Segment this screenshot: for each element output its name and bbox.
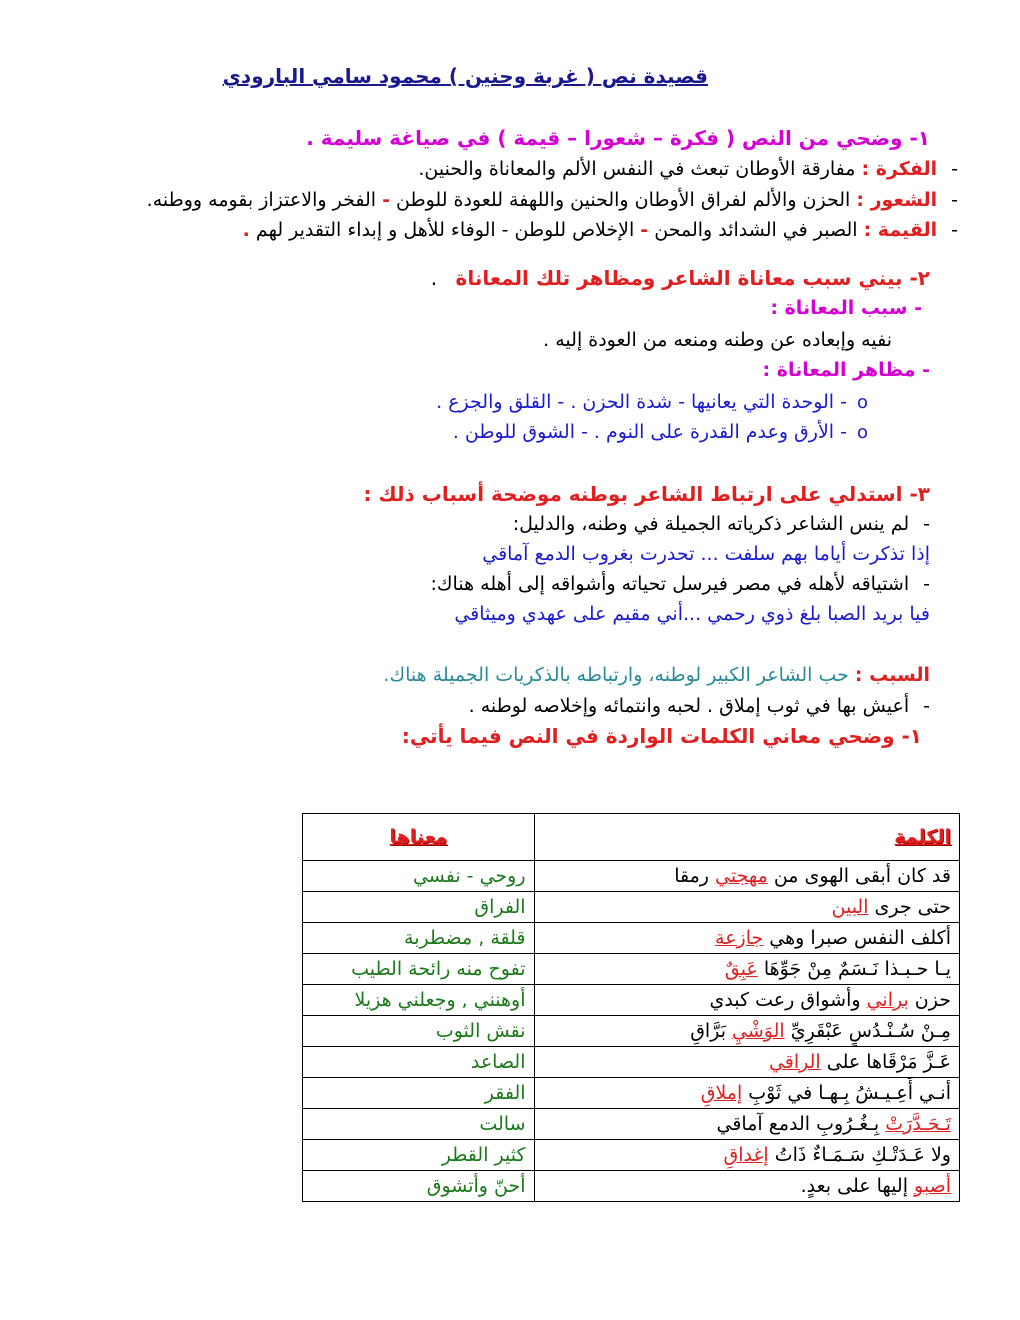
table-row: [303, 1171, 960, 1202]
feeling-text-a: الحزن والألم لفراق الأوطان والحنين واللهفة للعودة للوطن: [396, 189, 851, 211]
word-post: بَرَّاقِ: [690, 1020, 733, 1042]
q2-cause-label: - سبب المعاناة :: [770, 297, 922, 319]
word-pre: حزن: [908, 989, 951, 1011]
word-post: وأشواق رعت كبدي: [709, 989, 867, 1011]
value-sep: -: [640, 219, 649, 241]
circle-bullet-icon: o: [856, 422, 868, 443]
dash-bullet: -: [923, 695, 930, 717]
key-word: أصبو: [914, 1175, 951, 1197]
table-row: [303, 923, 960, 954]
q1-idea-line: [418, 155, 958, 183]
signs-row2-text: - الأرق وعدم القدرة على النوم . - الشوق للوطن .: [452, 421, 847, 443]
word-pre: يـا حـبـذا نَـسَمٌ مِنْ جَوِّهَا: [757, 958, 951, 980]
signs-row1-text: - الوحدة التي يعانيها - شدة الحزن . - القلق والجزع .: [436, 391, 847, 413]
meaning-cell: أحنّ وأتشوق: [303, 1171, 535, 1202]
idea-text: مفارقة الأوطان تبعث في النفس الألم والمعاناة والحنين.: [418, 158, 856, 180]
col-word-header: الكلمة: [534, 814, 959, 861]
q3-reason-line: [383, 661, 930, 689]
word-cell: [534, 892, 959, 923]
word-cell: [534, 1078, 959, 1109]
key-word: إغداقِ: [723, 1144, 769, 1166]
word-post: رمقا: [674, 865, 715, 887]
key-word: الوَشْيِ: [732, 1020, 785, 1042]
meaning-cell: روحي - نفسي: [303, 861, 535, 892]
q1-heading: ١- وضحي من النص ( فكرة – شعورا – قيمة ) في صياغة سليمة .: [306, 126, 930, 150]
q3-heading: ٣- استدلي على ارتباط الشاعر بوطنه موضحة أسباب ذلك :: [363, 482, 930, 506]
q2-signs-row2: [453, 418, 868, 447]
word-cell: [534, 1171, 959, 1202]
point2-text: اشتياقه لأهله في مصر فيرسل تحياته وأشواقه إلى أهله هناك:: [430, 573, 910, 595]
meaning-cell: أوهنني , وجعلني هزيلا: [303, 985, 535, 1016]
meaning-cell: الفقر: [303, 1078, 535, 1109]
key-word: تَـحَـدَّرَتْ: [885, 1113, 951, 1135]
page-title: قصيدة نص ( غربة وحنين ) محمود سامي البارودي: [222, 64, 708, 88]
word-pre: قد كان أبقى الهوى من: [767, 865, 951, 887]
table-row: [303, 1078, 960, 1109]
word-cell: [534, 861, 959, 892]
table-row: [303, 1140, 960, 1171]
word-pre: حتى جرى: [868, 896, 951, 918]
q2-heading-line: [431, 264, 930, 292]
idea-label: الفكرة :: [861, 158, 938, 180]
q2-heading: ٢- بيني سبب معاناة الشاعر ومظاهر تلك المعاناة: [455, 266, 930, 290]
word-pre: مِـنْ سُـنْـدُسٍ عَبْقَرِيِّ: [784, 1020, 951, 1042]
point3-text: أعيش بها في ثوب إملاق . لحبه وانتمائه وإخلاصه لوطنه .: [468, 695, 910, 717]
word-post: إليها على بعدٍ.: [800, 1175, 915, 1197]
table-row: [303, 861, 960, 892]
key-word: إملاقِ: [700, 1082, 743, 1104]
key-word: البين: [831, 896, 869, 918]
q3-point2: [430, 570, 930, 598]
meaning-cell: الصاعد: [303, 1047, 535, 1078]
word-cell: [534, 1047, 959, 1078]
dash-bullet: -: [951, 158, 958, 180]
point1-text: لم ينس الشاعر ذكرياته الجميلة في وطنه، والدليل:: [512, 513, 910, 535]
key-word: مهجتي: [715, 865, 768, 887]
table-row: [303, 1016, 960, 1047]
table-row: [303, 985, 960, 1016]
q3-verse2: فيا بريد الصبا بلغ ذوي رحمي ...أني مقيم على عهدي وميثاقي: [454, 603, 930, 625]
word-cell: [534, 1140, 959, 1171]
q3-point3: [469, 692, 930, 720]
q2-cause-text: نفيه وإبعاده عن وطنه ومنعه من العودة إليه .: [543, 329, 892, 351]
meaning-cell: كثير القطر: [303, 1140, 535, 1171]
meaning-cell: قلقة , مضطربة: [303, 923, 535, 954]
meaning-cell: سالت: [303, 1109, 535, 1140]
reason-label: السبب :: [854, 664, 930, 686]
q3-verse1: إذا تذكرت أياما بهم سلفت ... تحدرت بغروب الدمع آماقي: [482, 543, 930, 565]
value-text-a: الصبر في الشدائد والمحن: [654, 219, 858, 241]
table-row: [303, 1047, 960, 1078]
q3-point1: [513, 510, 930, 538]
word-cell: [534, 954, 959, 985]
word-cell: [534, 985, 959, 1016]
word-pre: ولا عَـدَتْـكِ سَـمَـاءٌ ذَاتُ: [768, 1144, 951, 1166]
key-word: براني: [866, 989, 909, 1011]
meaning-cell: نقش الثوب: [303, 1016, 535, 1047]
meaning-cell: الفراق: [303, 892, 535, 923]
value-label: القيمة :: [863, 219, 938, 241]
q2-heading-end: .: [430, 266, 438, 290]
table-row: [303, 1109, 960, 1140]
word-cell: [534, 923, 959, 954]
col-meaning-header: معناها: [303, 814, 535, 861]
word-cell: [534, 1109, 959, 1140]
table-row: [303, 892, 960, 923]
table-header-row: [303, 814, 960, 861]
dash-bullet: -: [923, 513, 930, 535]
dash-bullet: -: [951, 219, 958, 241]
reason-text: حب الشاعر الكبير لوطنه، وارتباطه بالذكريات الجميلة هناك.: [383, 664, 849, 686]
feeling-text-b: الفخر والاعتزاز بقومه ووطنه.: [146, 189, 377, 211]
dash-bullet: -: [951, 189, 958, 211]
q2-signs-row1: [436, 388, 868, 417]
word-cell: [534, 1016, 959, 1047]
word-pre: أكلف النفس صبرا وهي: [763, 927, 951, 949]
key-word: جازعة: [715, 927, 764, 949]
feeling-sep: -: [382, 189, 390, 211]
value-end: .: [242, 219, 250, 241]
key-word: عَبِقٌ: [724, 958, 758, 980]
table-row: [303, 954, 960, 985]
word-pre: عَـزَّ مَرْقَاها على: [820, 1051, 951, 1073]
q1-value-line: [243, 216, 958, 244]
meaning-cell: تفوح منه رائحة الطيب: [303, 954, 535, 985]
feeling-label: الشعور :: [856, 189, 938, 211]
q2-signs-label: - مظاهر المعاناة :: [762, 359, 930, 381]
vocab-table: [302, 813, 960, 1202]
circle-bullet-icon: o: [856, 392, 868, 413]
value-text-b: الإخلاص للوطن - الوفاء للأهل و إبداء التقدير لهم: [255, 219, 635, 241]
q1-feeling-line: [147, 186, 958, 214]
word-post: بِـغُـرُوبِ الدمع آماقي: [716, 1113, 886, 1135]
dash-bullet: -: [923, 573, 930, 595]
vocab-heading: ١- وضحي معاني الكلمات الواردة في النص فيما يأتي:: [401, 724, 922, 748]
word-pre: أنـي أَعِـيـشُ بِـهـا في ثَوْبِ: [742, 1082, 951, 1104]
key-word: الراقي: [768, 1051, 821, 1073]
